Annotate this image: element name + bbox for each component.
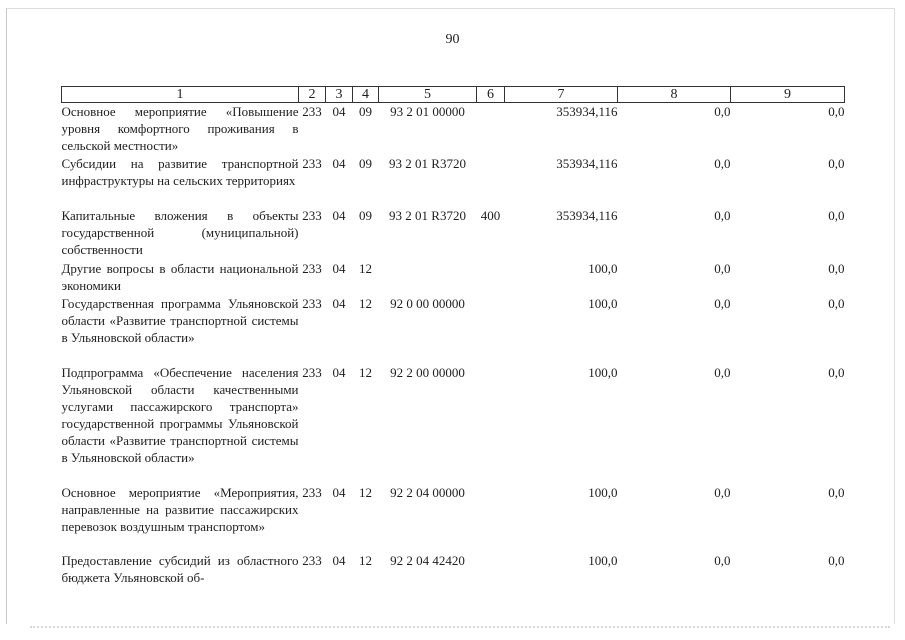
cell-amount-col8: 0,0 bbox=[714, 260, 731, 276]
cell-amount-col8: 0,0 bbox=[714, 104, 731, 119]
header-col-4: 4 bbox=[353, 87, 379, 103]
budget-table bbox=[61, 86, 845, 588]
row-name: Субсидии на развитие транспортной инфраструктуры на сельских территориях bbox=[61, 155, 299, 188]
cell-admin-code: 233 bbox=[302, 207, 322, 223]
table-row bbox=[62, 295, 845, 364]
cell-target-article: 93 2 01 R3720 bbox=[389, 207, 466, 223]
cell-section: 04 bbox=[332, 295, 346, 311]
cell-subsection: 12 bbox=[359, 484, 372, 500]
row-name: Государственная программа Ульяновской области «Развитие транспортной системы в Ульяновской области» bbox=[61, 295, 299, 345]
cell-section: 04 bbox=[332, 552, 346, 568]
cell-amount-col7: 100,0 bbox=[588, 364, 618, 380]
cell-subsection: 12 bbox=[359, 552, 372, 568]
cell-expense-type bbox=[477, 103, 505, 155]
cell-section: 04 bbox=[332, 207, 346, 223]
cell-amount-col8: 0,0 bbox=[714, 552, 731, 568]
page-number: 90 bbox=[445, 32, 460, 47]
cell-amount-col8: 0,0 bbox=[714, 155, 731, 171]
cell-amount-col9: 0,0 bbox=[828, 155, 845, 171]
cell-expense-type: 400 bbox=[480, 207, 501, 223]
cell-target-article: 93 2 01 R3720 bbox=[389, 155, 466, 171]
cell-amount-col8: 0,0 bbox=[714, 207, 731, 223]
table-row bbox=[62, 103, 845, 155]
cell-amount-col8: 0,0 bbox=[714, 484, 731, 500]
cell-amount-col7: 100,0 bbox=[588, 552, 618, 568]
cell-amount-col9: 0,0 bbox=[828, 104, 845, 119]
cell-subsection: 12 bbox=[359, 364, 372, 380]
cell-expense-type bbox=[477, 364, 505, 484]
header-col-8: 8 bbox=[618, 87, 731, 103]
cell-section: 04 bbox=[332, 484, 346, 500]
table-row bbox=[62, 364, 845, 484]
header-col-6: 6 bbox=[477, 87, 505, 103]
table-row bbox=[62, 260, 845, 295]
cell-amount-col8: 0,0 bbox=[714, 295, 731, 311]
cell-target-article bbox=[379, 260, 477, 295]
cell-amount-col7: 100,0 bbox=[588, 260, 618, 276]
header-row bbox=[62, 87, 845, 103]
cell-expense-type bbox=[477, 155, 505, 207]
cell-amount-col8: 0,0 bbox=[714, 364, 731, 380]
cell-target-article: 93 2 01 00000 bbox=[390, 104, 465, 119]
header-col-2: 2 bbox=[299, 87, 326, 103]
cell-subsection: 09 bbox=[359, 207, 372, 223]
cell-subsection: 09 bbox=[359, 104, 372, 119]
cell-admin-code: 233 bbox=[302, 552, 322, 568]
cell-target-article: 92 2 04 42420 bbox=[390, 552, 465, 568]
cell-amount-col7: 100,0 bbox=[588, 484, 618, 500]
cell-admin-code: 233 bbox=[302, 155, 322, 171]
cell-subsection: 12 bbox=[359, 295, 372, 311]
cell-expense-type bbox=[477, 260, 505, 295]
cell-section: 04 bbox=[332, 260, 346, 276]
cell-subsection: 12 bbox=[359, 260, 372, 276]
cell-amount-col7: 353934,116 bbox=[556, 155, 618, 171]
cell-target-article: 92 0 00 00000 bbox=[390, 295, 465, 311]
cell-target-article: 92 2 04 00000 bbox=[390, 484, 465, 500]
cell-expense-type bbox=[477, 295, 505, 364]
table-row bbox=[62, 484, 845, 552]
cell-section: 04 bbox=[332, 104, 346, 119]
header-col-9: 9 bbox=[731, 87, 845, 103]
table-row bbox=[62, 155, 845, 207]
header-col-3: 3 bbox=[326, 87, 353, 103]
cell-target-article: 92 2 00 00000 bbox=[390, 364, 465, 380]
cell-admin-code: 233 bbox=[302, 260, 322, 276]
table-row bbox=[62, 207, 845, 260]
cell-amount-col9: 0,0 bbox=[828, 260, 845, 276]
row-name: Основное мероприятие «Повышение уровня комфортного проживания в сельской местности» bbox=[61, 104, 299, 153]
cell-amount-col9: 0,0 bbox=[828, 207, 845, 223]
cell-expense-type bbox=[477, 552, 505, 588]
cell-subsection: 09 bbox=[359, 155, 372, 171]
row-name: Основное мероприятие «Мероприятия, направленные на развитие пассажирских перевозок воздушным транспортом» bbox=[61, 484, 299, 534]
cell-amount-col9: 0,0 bbox=[828, 484, 845, 500]
row-name: Капитальные вложения в объекты государственной (муниципальной) собственности bbox=[61, 207, 299, 257]
cell-section: 04 bbox=[332, 364, 346, 380]
header-col-1: 1 bbox=[62, 87, 299, 103]
cell-admin-code: 233 bbox=[302, 484, 322, 500]
cell-admin-code: 233 bbox=[302, 364, 322, 380]
cell-section: 04 bbox=[332, 155, 346, 171]
scan-noise-line bbox=[30, 626, 890, 632]
cell-amount-col7: 353934,116 bbox=[556, 104, 618, 119]
cell-amount-col7: 353934,116 bbox=[556, 207, 618, 223]
cell-amount-col9: 0,0 bbox=[828, 295, 845, 311]
header-col-5: 5 bbox=[379, 87, 477, 103]
table-row bbox=[62, 552, 845, 588]
row-name: Предоставление субсидий из областного бюджета Ульяновской об- bbox=[61, 552, 299, 585]
cell-expense-type bbox=[477, 484, 505, 552]
row-name: Другие вопросы в области национальной экономики bbox=[61, 260, 299, 293]
header-col-7: 7 bbox=[505, 87, 618, 103]
cell-admin-code: 233 bbox=[302, 295, 322, 311]
cell-amount-col7: 100,0 bbox=[588, 295, 618, 311]
cell-admin-code: 233 bbox=[302, 104, 322, 119]
cell-amount-col9: 0,0 bbox=[828, 364, 845, 380]
row-name: Подпрограмма «Обеспечение населения Ульяновской области качественными услугами пассажирского транспорта» государственной программы Ульяновской области «Развитие транспортной системы в Ульяновской области» bbox=[61, 364, 299, 465]
cell-amount-col9: 0,0 bbox=[828, 552, 845, 568]
